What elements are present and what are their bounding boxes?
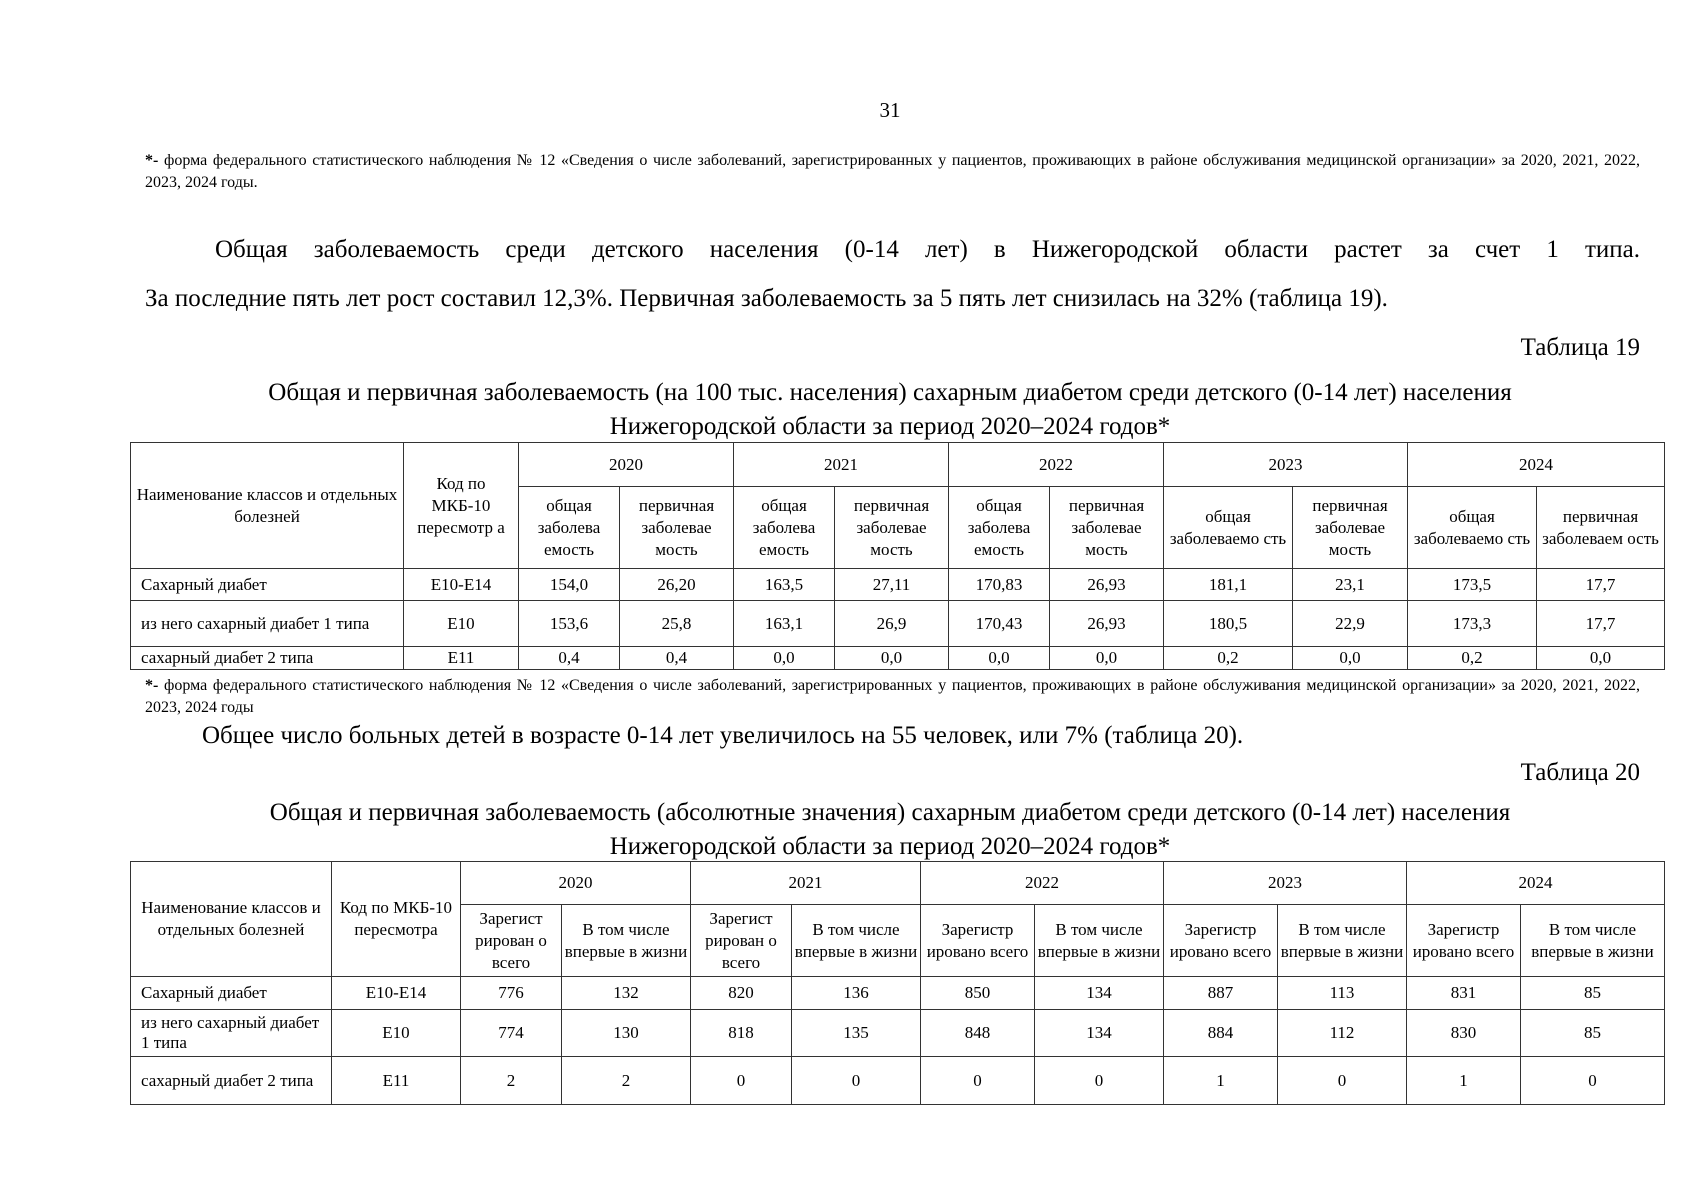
sub-header-general: общая заболева емость <box>734 487 835 569</box>
paragraph-2: Общее число больных детей в возрасте 0-14 лет увеличилось на 55 человек, или 7% (таблица 20). <box>202 722 1244 749</box>
cell-value: 0,2 <box>1164 647 1293 670</box>
row-code: E10 <box>332 1010 461 1057</box>
row-code: E10-E14 <box>404 569 519 601</box>
cell-value: 170,43 <box>949 601 1050 647</box>
sub-header-registered: Зарегистр ировано всего <box>1407 905 1521 977</box>
cell-value: 848 <box>921 1010 1035 1057</box>
table-19-title-line-2: Нижегородской области за период 2020–2024 годов* <box>609 413 1171 440</box>
table-20-title-line-1: Общая и первичная заболеваемость (абсолютные значения) сахарным диабетом среди детского (0-14 лет) населения <box>269 799 1511 826</box>
sub-header-first-time: В том числе впервые в жизни <box>1035 905 1164 977</box>
cell-value: 132 <box>562 977 691 1010</box>
cell-value: 17,7 <box>1537 569 1665 601</box>
header-name: Наименование классов и отдельных болезней <box>131 862 332 977</box>
header-name: Наименование классов и отдельных болезней <box>131 443 404 569</box>
cell-value: 153,6 <box>519 601 620 647</box>
cell-value: 173,5 <box>1408 569 1537 601</box>
cell-value: 0 <box>691 1057 792 1105</box>
table-20 <box>130 861 1665 1105</box>
cell-value: 0,0 <box>1050 647 1164 670</box>
header-year: 2021 <box>691 862 921 905</box>
cell-value: 26,9 <box>835 601 949 647</box>
cell-value: 830 <box>1407 1010 1521 1057</box>
cell-value: 831 <box>1407 977 1521 1010</box>
cell-value: 181,1 <box>1164 569 1293 601</box>
cell-value: 113 <box>1278 977 1407 1010</box>
cell-value: 134 <box>1035 977 1164 1010</box>
table-20-title <box>130 796 1650 864</box>
cell-value: 134 <box>1035 1010 1164 1057</box>
cell-value: 85 <box>1521 977 1665 1010</box>
paragraph-1-line-1: Общая заболеваемость среди детского населения (0-14 лет) в Нижегородской области растет за счет 1 типа. <box>215 236 1640 263</box>
cell-value: 818 <box>691 1010 792 1057</box>
cell-value: 0,0 <box>734 647 835 670</box>
header-year: 2020 <box>519 443 734 487</box>
cell-value: 0,2 <box>1408 647 1537 670</box>
cell-value: 85 <box>1521 1010 1665 1057</box>
footnote-star: *- <box>145 152 159 169</box>
sub-header-primary: первичная заболевае мость <box>1293 487 1408 569</box>
sub-header-registered: Зарегист рирован о всего <box>461 905 562 977</box>
row-name: Сахарный диабет <box>131 977 332 1010</box>
cell-value: 26,20 <box>620 569 734 601</box>
cell-value: 0 <box>1521 1057 1665 1105</box>
table-19-title-line-1: Общая и первичная заболеваемость (на 100 тыс. населения) сахарным диабетом среди детского (0-14 лет) населения <box>268 379 1512 406</box>
cell-value: 1 <box>1164 1057 1278 1105</box>
sub-header-registered: Зарегистр ировано всего <box>921 905 1035 977</box>
cell-value: 0,0 <box>1293 647 1408 670</box>
cell-value: 2 <box>562 1057 691 1105</box>
cell-value: 170,83 <box>949 569 1050 601</box>
cell-value: 1 <box>1407 1057 1521 1105</box>
table-20-label: Таблица 20 <box>1520 759 1640 786</box>
cell-value: 0,4 <box>519 647 620 670</box>
header-code: Код по МКБ-10 пересмотр а <box>404 443 519 569</box>
row-name: сахарный диабет 2 типа <box>131 647 404 670</box>
page-number: 31 <box>879 98 901 122</box>
header-code: Код по МКБ-10 пересмотра <box>332 862 461 977</box>
cell-value: 0,4 <box>620 647 734 670</box>
sub-header-first-time: В том числе впервые в жизни <box>792 905 921 977</box>
cell-value: 776 <box>461 977 562 1010</box>
footnote-text: форма федерального статистического наблюдения № 12 «Сведения о числе заболеваний, зарегистрированных у пациентов, проживающих в районе обслуживания медицинской организации» за 2020, 2021, 2022, 2023, 2024 годы <box>145 677 1640 716</box>
cell-value: 163,1 <box>734 601 835 647</box>
row-name: из него сахарный диабет 1 типа <box>131 601 404 647</box>
header-year: 2023 <box>1164 443 1408 487</box>
cell-value: 887 <box>1164 977 1278 1010</box>
cell-value: 0,0 <box>835 647 949 670</box>
table-row <box>131 601 1665 647</box>
cell-value: 180,5 <box>1164 601 1293 647</box>
sub-header-primary: первичная заболевае мость <box>835 487 949 569</box>
row-name: Сахарный диабет <box>131 569 404 601</box>
header-year: 2020 <box>461 862 691 905</box>
cell-value: 884 <box>1164 1010 1278 1057</box>
cell-value: 26,93 <box>1050 601 1164 647</box>
row-name: из него сахарный диабет 1 типа <box>131 1010 332 1057</box>
cell-value: 136 <box>792 977 921 1010</box>
sub-header-general: общая заболеваемо сть <box>1408 487 1537 569</box>
row-code: E10 <box>404 601 519 647</box>
footnote-star: *- <box>145 677 159 694</box>
table-row <box>131 569 1665 601</box>
cell-value: 26,93 <box>1050 569 1164 601</box>
cell-value: 0 <box>792 1057 921 1105</box>
header-year: 2022 <box>949 443 1164 487</box>
header-year: 2022 <box>921 862 1164 905</box>
cell-value: 173,3 <box>1408 601 1537 647</box>
cell-value: 135 <box>792 1010 921 1057</box>
cell-value: 850 <box>921 977 1035 1010</box>
footnote-text: форма федерального статистического наблюдения № 12 «Сведения о числе заболеваний, зарегистрированных у пациентов, проживающих в районе обслуживания медицинской организации» за 2020, 2021, 2022, 2023, 2024 годы. <box>145 152 1640 191</box>
sub-header-general: общая заболева емость <box>949 487 1050 569</box>
table-19-title <box>130 376 1650 444</box>
table-row <box>131 1010 1665 1057</box>
table-row <box>131 977 1665 1010</box>
cell-value: 25,8 <box>620 601 734 647</box>
cell-value: 774 <box>461 1010 562 1057</box>
header-year: 2024 <box>1407 862 1665 905</box>
row-code: E10-E14 <box>332 977 461 1010</box>
header-year: 2023 <box>1164 862 1407 905</box>
row-code: E11 <box>404 647 519 670</box>
sub-header-general: общая заболева емость <box>519 487 620 569</box>
cell-value: 0 <box>1278 1057 1407 1105</box>
sub-header-registered: Зарегистр ировано всего <box>1164 905 1278 977</box>
cell-value: 0,0 <box>1537 647 1665 670</box>
table-19-label: Таблица 19 <box>1520 334 1640 361</box>
sub-header-primary: первичная заболеваем ость <box>1537 487 1665 569</box>
table-19 <box>130 442 1665 670</box>
cell-value: 112 <box>1278 1010 1407 1057</box>
row-code: E11 <box>332 1057 461 1105</box>
cell-value: 23,1 <box>1293 569 1408 601</box>
sub-header-registered: Зарегист рирован о всего <box>691 905 792 977</box>
sub-header-first-time: В том числе впервые в жизни <box>1278 905 1407 977</box>
table-row <box>131 647 1665 670</box>
cell-value: 0 <box>921 1057 1035 1105</box>
header-year: 2021 <box>734 443 949 487</box>
header-year: 2024 <box>1408 443 1665 487</box>
cell-value: 2 <box>461 1057 562 1105</box>
table-row <box>131 1057 1665 1105</box>
cell-value: 22,9 <box>1293 601 1408 647</box>
cell-value: 163,5 <box>734 569 835 601</box>
sub-header-first-time: В том числе впервые в жизни <box>1521 905 1665 977</box>
cell-value: 17,7 <box>1537 601 1665 647</box>
cell-value: 820 <box>691 977 792 1010</box>
row-name: сахарный диабет 2 типа <box>131 1057 332 1105</box>
paragraph-1-line-2: За последние пять лет рост составил 12,3%. Первичная заболеваемость за 5 пять лет снизилась на 32% (таблица 19). <box>145 285 1388 312</box>
sub-header-first-time: В том числе впервые в жизни <box>562 905 691 977</box>
footnote-top <box>145 150 1640 194</box>
cell-value: 0 <box>1035 1057 1164 1105</box>
cell-value: 130 <box>562 1010 691 1057</box>
cell-value: 27,11 <box>835 569 949 601</box>
table-20-title-line-2: Нижегородской области за период 2020–2024 годов* <box>609 833 1171 860</box>
cell-value: 0,0 <box>949 647 1050 670</box>
sub-header-primary: первичная заболевае мость <box>1050 487 1164 569</box>
footnote-mid <box>145 675 1640 719</box>
sub-header-primary: первичная заболевае мость <box>620 487 734 569</box>
sub-header-general: общая заболеваемо сть <box>1164 487 1293 569</box>
cell-value: 154,0 <box>519 569 620 601</box>
